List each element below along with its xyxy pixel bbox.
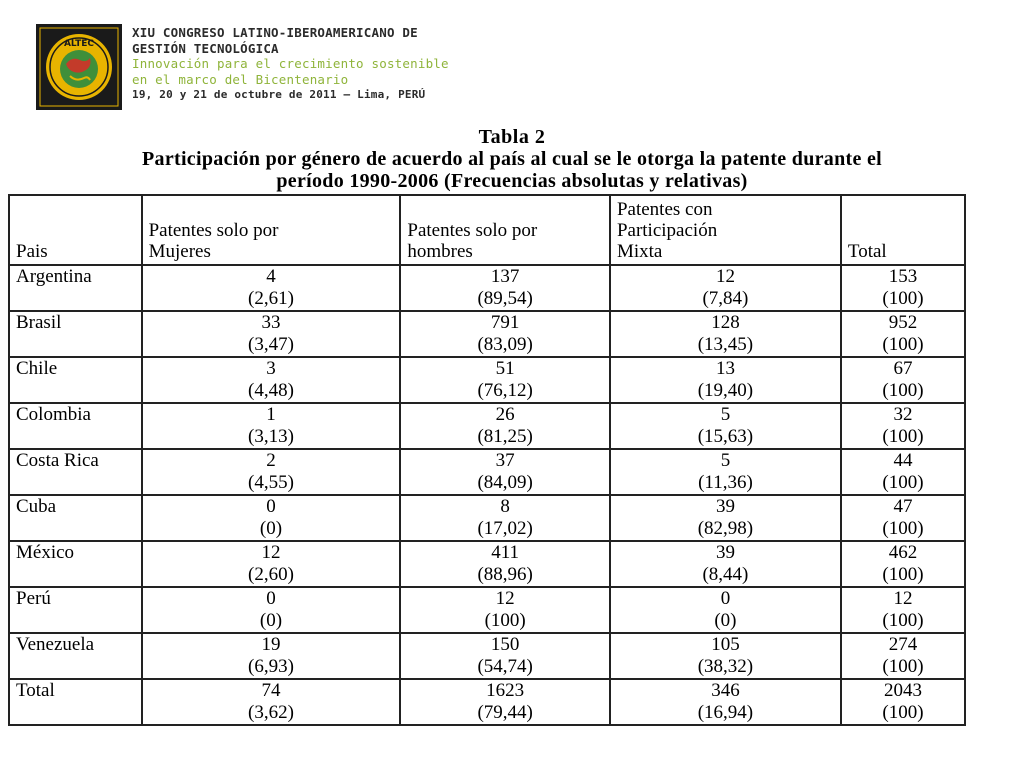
relative-value: (100) [882, 518, 924, 539]
country-cell: Colombia [9, 403, 142, 449]
relative-value: (2,60) [248, 564, 294, 585]
mixta-cell [610, 403, 841, 449]
mujeres-cell [142, 265, 401, 311]
absolute-value: 2043 [883, 680, 922, 701]
table-caption-line1: Participación por género de acuerdo al país al cual se le otorga la patente durante el [142, 148, 882, 170]
mixta-cell [610, 679, 841, 725]
total-cell [841, 311, 965, 357]
conference-info [132, 25, 449, 103]
country-cell: Total [9, 679, 142, 725]
mujeres-cell [142, 357, 401, 403]
table-row [9, 403, 965, 449]
relative-value: (100) [882, 656, 924, 677]
conference-theme-line1: Innovación para el crecimiento sostenible [132, 56, 449, 71]
absolute-value: 47 [893, 496, 913, 517]
country-cell: Chile [9, 357, 142, 403]
absolute-value: 1 [266, 404, 276, 425]
relative-value: (100) [882, 564, 924, 585]
hombres-cell [400, 403, 610, 449]
relative-value: (6,93) [248, 656, 294, 677]
table-row [9, 587, 965, 633]
relative-value: (54,74) [477, 656, 533, 677]
absolute-value: 12 [261, 542, 281, 563]
mixta-cell [610, 311, 841, 357]
relative-value: (100) [882, 334, 924, 355]
relative-value: (17,02) [477, 518, 533, 539]
total-cell [841, 449, 965, 495]
mujeres-cell [142, 449, 401, 495]
relative-value: (100) [882, 288, 924, 309]
hombres-cell [400, 541, 610, 587]
table-caption-line2: período 1990-2006 (Frecuencias absolutas y relativas) [276, 170, 748, 192]
absolute-value: 150 [490, 634, 520, 655]
relative-value: (100) [882, 702, 924, 723]
absolute-value: 5 [720, 450, 731, 471]
absolute-value: 12 [715, 266, 735, 287]
absolute-value: 19 [261, 634, 281, 655]
relative-value: (100) [484, 610, 526, 631]
table-row [9, 357, 965, 403]
absolute-value: 51 [495, 358, 515, 379]
absolute-value: 0 [720, 588, 731, 609]
mujeres-cell [142, 495, 401, 541]
patents-table [8, 194, 966, 726]
mujeres-cell [142, 633, 401, 679]
relative-value: (81,25) [477, 426, 533, 447]
table-row [9, 495, 965, 541]
hombres-cell [400, 449, 610, 495]
table-row [9, 449, 965, 495]
absolute-value: 8 [500, 496, 510, 517]
relative-value: (76,12) [477, 380, 533, 401]
relative-value: (19,40) [697, 380, 754, 401]
relative-value: (2,61) [248, 288, 294, 309]
absolute-value: 2 [266, 450, 276, 471]
total-cell [841, 357, 965, 403]
mixta-cell [610, 541, 841, 587]
absolute-value: 39 [715, 496, 735, 517]
relative-value: (82,98) [697, 518, 754, 539]
hombres-cell [400, 495, 610, 541]
mujeres-cell [142, 311, 401, 357]
mixta-cell [610, 265, 841, 311]
relative-value: (83,09) [477, 334, 533, 355]
hombres-cell [400, 357, 610, 403]
absolute-value: 105 [711, 634, 740, 655]
table-row [9, 311, 965, 357]
relative-value: (8,44) [702, 564, 749, 585]
absolute-value: 153 [888, 266, 918, 287]
relative-value: (100) [882, 426, 924, 447]
absolute-value: 67 [893, 358, 913, 379]
relative-value: (3,47) [248, 334, 294, 355]
absolute-value: 39 [715, 542, 735, 563]
relative-value: (4,48) [248, 380, 294, 401]
conference-header [36, 24, 456, 112]
absolute-value: 26 [495, 404, 515, 425]
relative-value: (15,63) [697, 426, 754, 447]
relative-value: (88,96) [477, 564, 533, 585]
relative-value: (4,55) [248, 472, 294, 493]
relative-value: (79,44) [477, 702, 533, 723]
relative-value: (100) [882, 472, 924, 493]
relative-value: (0) [259, 518, 283, 539]
mixta-cell [610, 495, 841, 541]
relative-value: (0) [259, 610, 283, 631]
relative-value: (84,09) [477, 472, 533, 493]
mujeres-cell [142, 541, 401, 587]
table-row [9, 679, 965, 725]
header-pais: Pais [9, 195, 142, 265]
total-cell [841, 541, 965, 587]
country-cell: Perú [9, 587, 142, 633]
absolute-value: 462 [888, 542, 918, 563]
absolute-value: 13 [715, 358, 735, 379]
header-hombres: Patentes solo por hombres [400, 195, 610, 265]
absolute-value: 32 [893, 404, 913, 425]
header-total: Total [841, 195, 965, 265]
absolute-value: 74 [261, 680, 281, 701]
absolute-value: 33 [261, 312, 281, 333]
hombres-cell [400, 587, 610, 633]
absolute-value: 3 [266, 358, 276, 379]
table-header-row [9, 195, 965, 265]
relative-value: (7,84) [702, 288, 749, 309]
mixta-cell [610, 587, 841, 633]
table-title [0, 126, 1024, 192]
total-cell [841, 633, 965, 679]
total-cell [841, 587, 965, 633]
relative-value: (38,32) [697, 656, 754, 677]
hombres-cell [400, 633, 610, 679]
relative-value: (11,36) [698, 472, 753, 493]
total-cell [841, 403, 965, 449]
absolute-value: 37 [495, 450, 515, 471]
country-cell: Argentina [9, 265, 142, 311]
country-cell: Cuba [9, 495, 142, 541]
altec-logo [36, 24, 122, 110]
relative-value: (100) [882, 610, 924, 631]
absolute-value: 4 [266, 266, 276, 287]
relative-value: (100) [882, 380, 924, 401]
absolute-value: 0 [266, 496, 276, 517]
hombres-cell [400, 679, 610, 725]
absolute-value: 44 [893, 450, 913, 471]
relative-value: (89,54) [477, 288, 533, 309]
absolute-value: 1623 [486, 680, 525, 701]
relative-value: (13,45) [697, 334, 754, 355]
country-cell: Venezuela [9, 633, 142, 679]
mixta-cell [610, 357, 841, 403]
svg-text:ALTEC: ALTEC [63, 39, 95, 49]
country-cell: México [9, 541, 142, 587]
absolute-value: 411 [491, 542, 520, 563]
table-row [9, 265, 965, 311]
hombres-cell [400, 311, 610, 357]
relative-value: (0) [714, 610, 737, 631]
total-cell [841, 495, 965, 541]
conference-date: 19, 20 y 21 de octubre de 2011 – Lima, PERÚ [132, 88, 426, 101]
absolute-value: 346 [711, 680, 740, 701]
absolute-value: 137 [490, 266, 520, 287]
country-cell: Costa Rica [9, 449, 142, 495]
header-mixta: Patentes con Participación Mixta [610, 195, 841, 265]
header-mujeres: Patentes solo por Mujeres [142, 195, 401, 265]
hombres-cell [400, 265, 610, 311]
absolute-value: 5 [720, 404, 731, 425]
conference-title-line1: XIU CONGRESO LATINO-IBEROAMERICANO DE [132, 25, 418, 40]
mixta-cell [610, 633, 841, 679]
total-cell [841, 679, 965, 725]
relative-value: (3,13) [248, 426, 294, 447]
absolute-value: 791 [490, 312, 520, 333]
relative-value: (3,62) [248, 702, 294, 723]
mixta-cell [610, 449, 841, 495]
absolute-value: 128 [711, 312, 740, 333]
absolute-value: 952 [888, 312, 918, 333]
absolute-value: 12 [893, 588, 913, 609]
conference-title-line2: GESTIÓN TECNOLÓGICA [132, 40, 279, 56]
table-row [9, 633, 965, 679]
absolute-value: 0 [266, 588, 276, 609]
table-row [9, 541, 965, 587]
absolute-value: 12 [495, 588, 515, 609]
total-cell [841, 265, 965, 311]
mujeres-cell [142, 587, 401, 633]
mujeres-cell [142, 679, 401, 725]
absolute-value: 274 [888, 634, 918, 655]
relative-value: (16,94) [697, 702, 754, 723]
conference-theme-line2: en el marco del Bicentenario [132, 71, 349, 87]
country-cell: Brasil [9, 311, 142, 357]
table-number: Tabla 2 [478, 126, 546, 148]
mujeres-cell [142, 403, 401, 449]
